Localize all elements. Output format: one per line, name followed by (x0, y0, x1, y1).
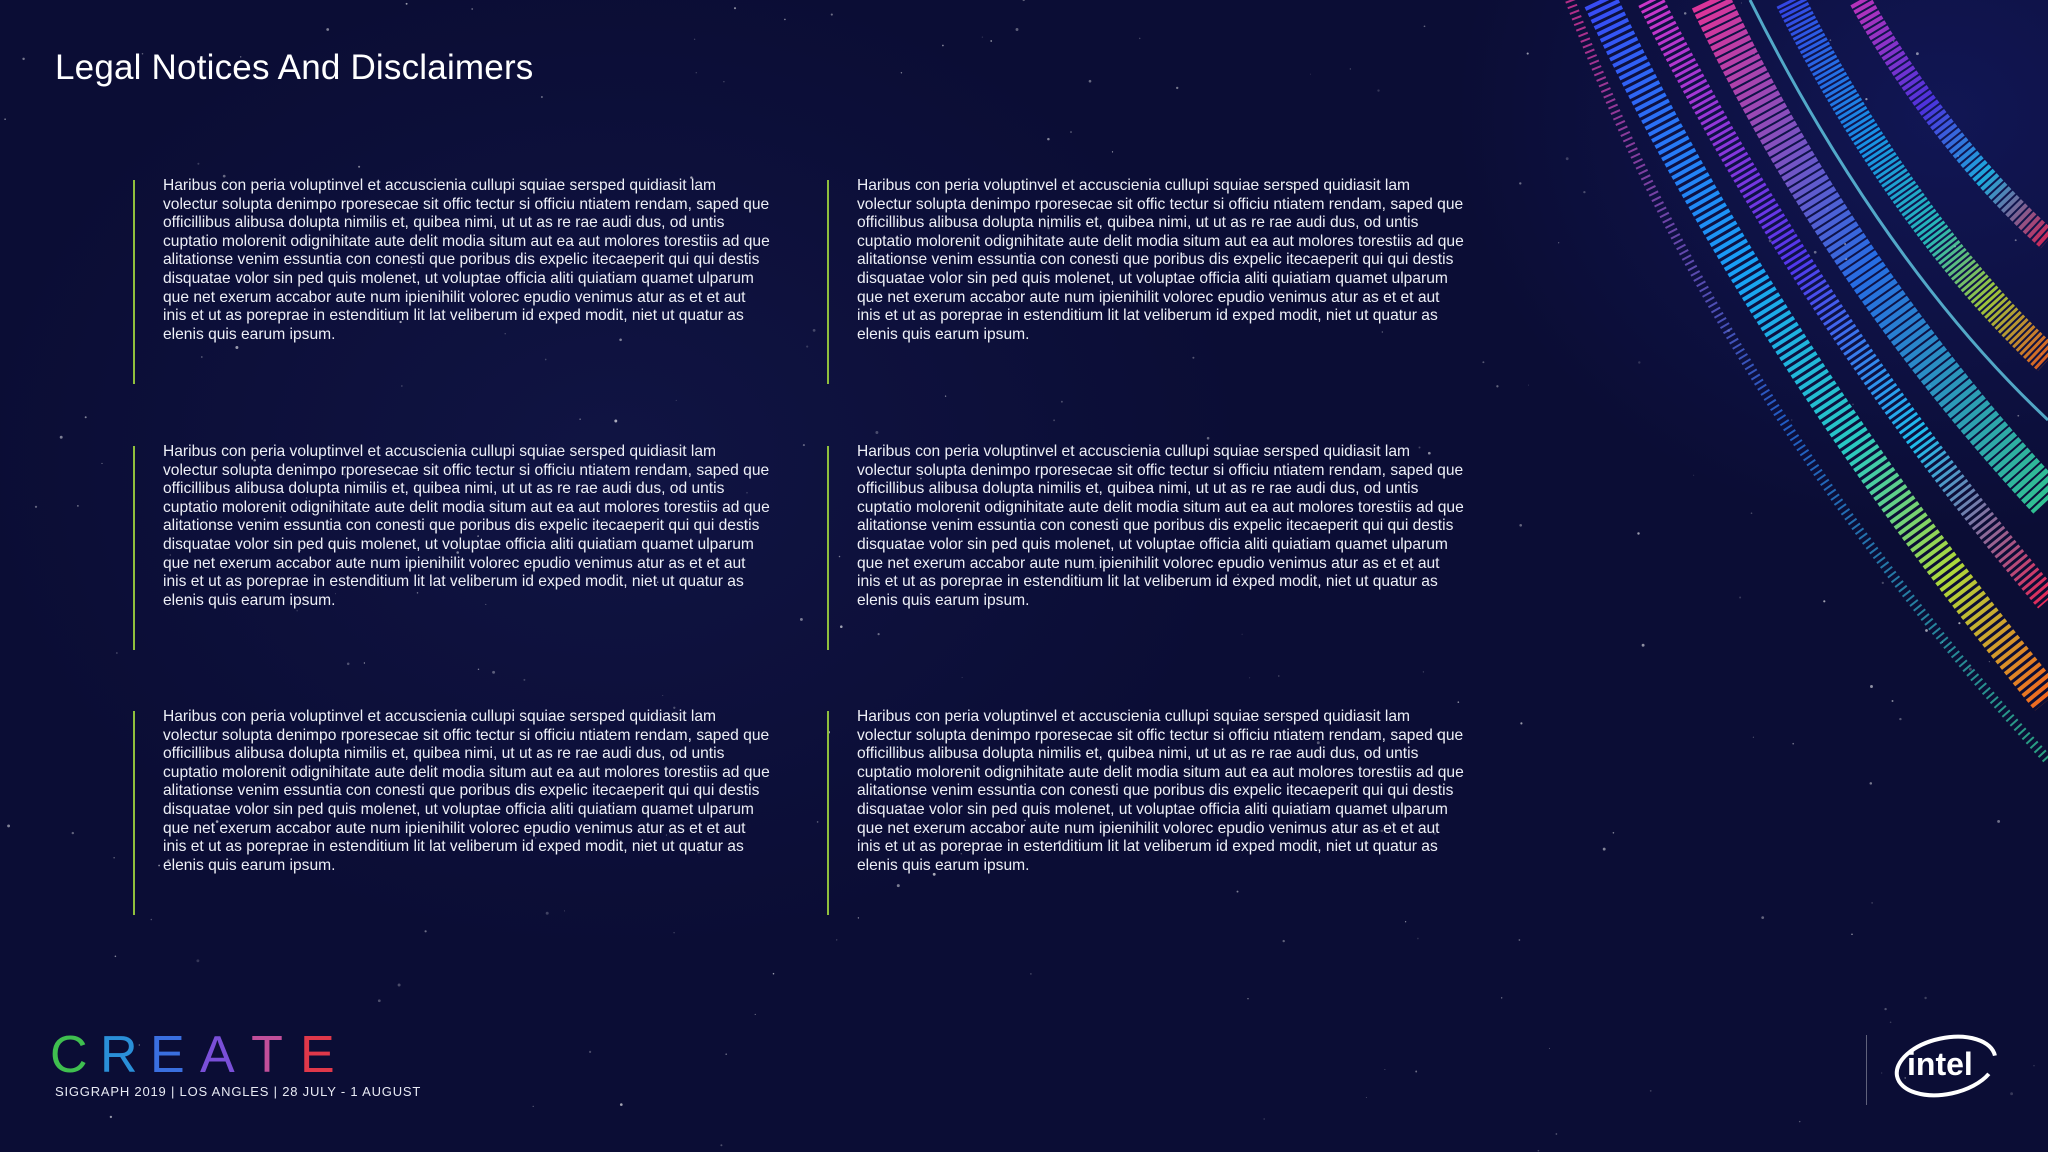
create-logo-letter: A (200, 1026, 235, 1084)
notice-text: Haribus con peria voluptinvel et accuscienia cullupi squiae sersped quidiasit lam volectur solupta denimpo rporesecae sit offic tectur si officiu ntiatem rendam, saped que officillibus alibusa dolupta nimilis et, quibea nimi, ut ut as re rae audi dus, od untis cuptatio molorenit odignihitate aute delit modia situm aut ea aut molores torestiis ad que alitationse venim essuntia con conesti que poribus dis expelic itecaeperit qui qui destis disquatae volor sin ped quis molenet, ut voluptae officia aliti quiatiam quamet ulparum que net exerum accabor aute num ipienihilit volorec epudio venimus atur as et et aut inis et ut as poreprae in estenditium lit lat veliberum id exped modit, niet ut quatur as elenis quis earum ipsum. (857, 708, 1464, 874)
create-logo-letter: C (50, 1026, 88, 1084)
notice-text: Haribus con peria voluptinvel et accuscienia cullupi squiae sersped quidiasit lam volectur solupta denimpo rporesecae sit offic tectur si officiu ntiatem rendam, saped que officillibus alibusa dolupta nimilis et, quibea nimi, ut ut as re rae audi dus, od untis cuptatio molorenit odignihitate aute delit modia situm aut ea aut molores torestiis ad que alitationse venim essuntia con conesti que poribus dis expelic itecaeperit qui qui destis disquatae volor sin ped quis molenet, ut voluptae officia aliti quiatiam quamet ulparum que net exerum accabor aute num ipienihilit volorec epudio venimus atur as et et aut inis et ut as poreprae in estenditium lit lat veliberum id exped modit, niet ut quatur as elenis quis earum ipsum. (857, 443, 1464, 609)
notice-block (827, 443, 1467, 650)
notice-text: Haribus con peria voluptinvel et accuscienia cullupi squiae sersped quidiasit lam volectur solupta denimpo rporesecae sit offic tectur si officiu ntiatem rendam, saped que officillibus alibusa dolupta nimilis et, quibea nimi, ut ut as re rae audi dus, od untis cuptatio molorenit odignihitate aute delit modia situm aut ea aut molores torestiis ad que alitationse venim essuntia con conesti que poribus dis expelic itecaeperit qui qui destis disquatae volor sin ped quis molenet, ut voluptae officia aliti quiatiam quamet ulparum que net exerum accabor aute num ipienihilit volorec epudio venimus atur as et et aut inis et ut as poreprae in estenditium lit lat veliberum id exped modit, niet ut quatur as elenis quis earum ipsum. (163, 443, 770, 609)
footer-divider (1866, 1035, 1867, 1105)
create-logo-letter: T (251, 1026, 283, 1084)
notice-text: Haribus con peria voluptinvel et accuscienia cullupi squiae sersped quidiasit lam volectur solupta denimpo rporesecae sit offic tectur si officiu ntiatem rendam, saped que officillibus alibusa dolupta nimilis et, quibea nimi, ut ut as re rae audi dus, od untis cuptatio molorenit odignihitate aute delit modia situm aut ea aut molores torestiis ad que alitationse venim essuntia con conesti que poribus dis expelic itecaeperit qui qui destis disquatae volor sin ped quis molenet, ut voluptae officia aliti quiatiam quamet ulparum que net exerum accabor aute num ipienihilit volorec epudio venimus atur as et et aut inis et ut as poreprae in estenditium lit lat veliberum id exped modit, niet ut quatur as elenis quis earum ipsum. (163, 177, 770, 343)
create-logo-letter: R (100, 1026, 138, 1084)
create-logo-letter: E (300, 1026, 335, 1084)
page-title: Legal Notices And Disclaimers (55, 48, 534, 87)
notice-block (827, 708, 1467, 915)
notice-block (133, 177, 773, 384)
light-swirl-graphic (1560, 0, 2048, 780)
create-logo-letter: E (150, 1026, 185, 1084)
notice-block (133, 443, 773, 650)
intel-logo-text: intel (1907, 1046, 1973, 1082)
event-info: SIGGRAPH 2019 | LOS ANGLES | 28 JULY - 1 AUGUST (55, 1084, 422, 1099)
notice-text: Haribus con peria voluptinvel et accuscienia cullupi squiae sersped quidiasit lam volectur solupta denimpo rporesecae sit offic tectur si officiu ntiatem rendam, saped que officillibus alibusa dolupta nimilis et, quibea nimi, ut ut as re rae audi dus, od untis cuptatio molorenit odignihitate aute delit modia situm aut ea aut molores torestiis ad que alitationse venim essuntia con conesti que poribus dis expelic itecaeperit qui qui destis disquatae volor sin ped quis molenet, ut voluptae officia aliti quiatiam quamet ulparum que net exerum accabor aute num ipienihilit volorec epudio venimus atur as et et aut inis et ut as poreprae in estenditium lit lat veliberum id exped modit, niet ut quatur as elenis quis earum ipsum. (163, 708, 770, 874)
notice-block (133, 708, 773, 915)
intel-logo (1893, 1030, 2003, 1102)
create-logo (50, 1026, 335, 1084)
notice-block (827, 177, 1467, 384)
notice-text: Haribus con peria voluptinvel et accuscienia cullupi squiae sersped quidiasit lam volectur solupta denimpo rporesecae sit offic tectur si officiu ntiatem rendam, saped que officillibus alibusa dolupta nimilis et, quibea nimi, ut ut as re rae audi dus, od untis cuptatio molorenit odignihitate aute delit modia situm aut ea aut molores torestiis ad que alitationse venim essuntia con conesti que poribus dis expelic itecaeperit qui qui destis disquatae volor sin ped quis molenet, ut voluptae officia aliti quiatiam quamet ulparum que net exerum accabor aute num ipienihilit volorec epudio venimus atur as et et aut inis et ut as poreprae in estenditium lit lat veliberum id exped modit, niet ut quatur as elenis quis earum ipsum. (857, 177, 1464, 343)
